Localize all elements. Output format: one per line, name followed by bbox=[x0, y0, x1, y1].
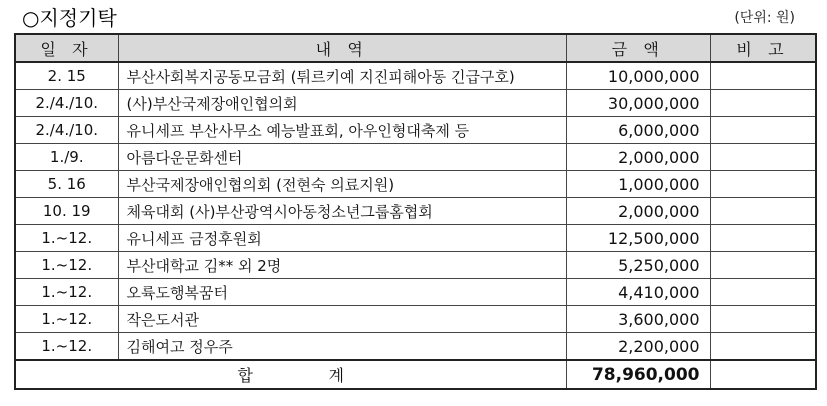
row-date: 2./4./10. bbox=[15, 90, 118, 117]
row-date: 1.~12. bbox=[15, 306, 118, 333]
row-amount: 2,000,000 bbox=[566, 144, 710, 171]
row-date: 2./4./10. bbox=[15, 117, 118, 144]
table-row bbox=[15, 117, 816, 144]
row-amount: 10,000,000 bbox=[566, 62, 710, 90]
table-row bbox=[15, 225, 816, 252]
unit-label: (단위: 원) bbox=[734, 10, 795, 26]
donation-table bbox=[14, 33, 817, 390]
table-row bbox=[15, 171, 816, 198]
row-note bbox=[710, 306, 816, 333]
total-amount: 78,960,000 bbox=[566, 360, 710, 389]
row-note bbox=[710, 198, 816, 225]
row-date: 1./9. bbox=[15, 144, 118, 171]
table-row bbox=[15, 144, 816, 171]
row-note bbox=[710, 171, 816, 198]
table-row bbox=[15, 90, 816, 117]
row-amount: 30,000,000 bbox=[566, 90, 710, 117]
table-body bbox=[15, 62, 816, 360]
row-date: 1.~12. bbox=[15, 279, 118, 306]
table-row bbox=[15, 306, 816, 333]
row-description: 김해여고 정우주 bbox=[118, 333, 566, 361]
table-row bbox=[15, 62, 816, 90]
header-note: 비 고 bbox=[710, 34, 816, 62]
row-description: 부산사회복지공동모금회 (튀르키예 지진피해아동 긴급구호) bbox=[118, 62, 566, 90]
row-note bbox=[710, 62, 816, 90]
table-row bbox=[15, 333, 816, 361]
row-amount: 1,000,000 bbox=[566, 171, 710, 198]
row-amount: 3,600,000 bbox=[566, 306, 710, 333]
row-note bbox=[710, 279, 816, 306]
row-note bbox=[710, 225, 816, 252]
header-description: 내 역 bbox=[118, 34, 566, 62]
row-description: 아름다운문화센터 bbox=[118, 144, 566, 171]
row-date: 1.~12. bbox=[15, 252, 118, 279]
table-row bbox=[15, 252, 816, 279]
section-title: ○지정기탁 bbox=[22, 6, 117, 30]
total-note bbox=[710, 360, 816, 389]
row-amount: 12,500,000 bbox=[566, 225, 710, 252]
header-amount: 금 액 bbox=[566, 34, 710, 62]
row-note bbox=[710, 117, 816, 144]
table-row bbox=[15, 198, 816, 225]
row-amount: 5,250,000 bbox=[566, 252, 710, 279]
row-date: 10. 19 bbox=[15, 198, 118, 225]
row-description: 부산국제장애인협의회 (전현숙 의료지원) bbox=[118, 171, 566, 198]
total-row bbox=[15, 360, 816, 389]
row-description: 유니세프 부산사무소 예능발표회, 아우인형대축제 등 bbox=[118, 117, 566, 144]
row-date: 1.~12. bbox=[15, 333, 118, 361]
table-row bbox=[15, 279, 816, 306]
row-amount: 6,000,000 bbox=[566, 117, 710, 144]
row-description: 작은도서관 bbox=[118, 306, 566, 333]
row-description: 오륙도행복꿈터 bbox=[118, 279, 566, 306]
row-date: 5. 16 bbox=[15, 171, 118, 198]
row-note bbox=[710, 90, 816, 117]
row-date: 1.~12. bbox=[15, 225, 118, 252]
row-date: 2. 15 bbox=[15, 62, 118, 90]
row-description: (사)부산국제장애인협의회 bbox=[118, 90, 566, 117]
row-description: 체육대회 (사)부산광역시아동청소년그룹홈협회 bbox=[118, 198, 566, 225]
header-row bbox=[15, 34, 816, 62]
row-amount: 4,410,000 bbox=[566, 279, 710, 306]
row-note bbox=[710, 252, 816, 279]
row-amount: 2,200,000 bbox=[566, 333, 710, 361]
row-description: 부산대학교 김** 외 2명 bbox=[118, 252, 566, 279]
header-date: 일 자 bbox=[15, 34, 118, 62]
row-description: 유니세프 금정후원회 bbox=[118, 225, 566, 252]
row-amount: 2,000,000 bbox=[566, 198, 710, 225]
row-note bbox=[710, 333, 816, 361]
row-note bbox=[710, 144, 816, 171]
total-label: 합 계 bbox=[15, 360, 566, 389]
